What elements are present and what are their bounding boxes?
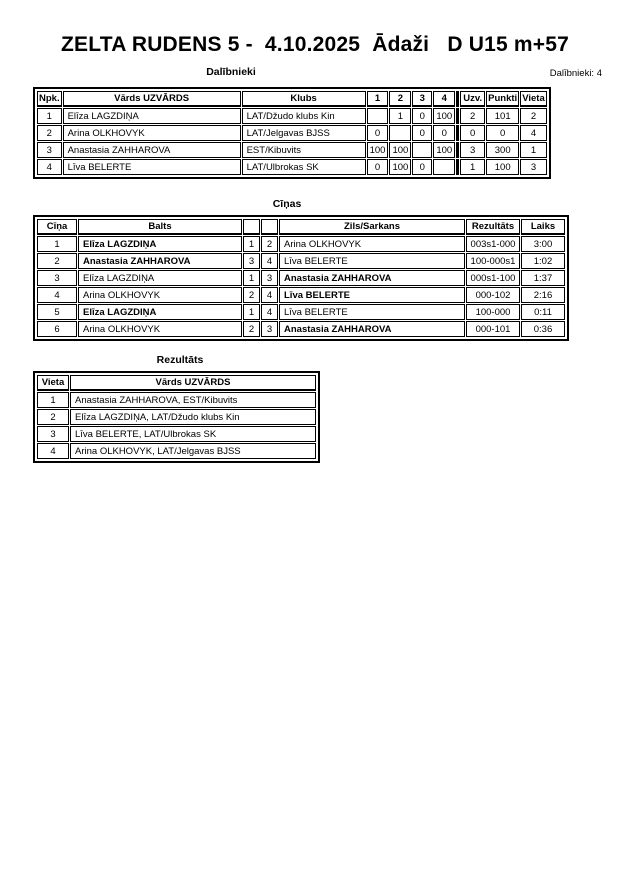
club-cell: LAT/Džudo klubs Kin	[242, 108, 366, 124]
result-cell: 000-102	[466, 287, 520, 303]
table-row	[37, 108, 547, 124]
blue-name-cell: Anastasia ZAHHAROVA	[279, 270, 465, 286]
place-cell: 2	[37, 409, 69, 425]
points-cell: 0	[486, 125, 519, 141]
result-cell: 000s1-100	[466, 270, 520, 286]
fight-row	[37, 253, 565, 269]
white-number-cell: 3	[243, 253, 260, 269]
col-place: Vieta	[520, 91, 547, 107]
white-name-cell: Elīza LAGZDIŅA	[78, 270, 242, 286]
fights-table-grid	[36, 218, 566, 338]
blue-name-cell: Līva BELERTE	[279, 253, 465, 269]
score-cell	[367, 108, 389, 124]
blue-number-cell: 2	[261, 236, 278, 252]
score-cell: 100	[389, 159, 411, 175]
col-opp2: 2	[389, 91, 411, 107]
score-cell: 1	[389, 108, 411, 124]
name-cell: Anastasia ZAHHAROVA	[63, 142, 241, 158]
blue-name-cell: Anastasia ZAHHAROVA	[279, 321, 465, 337]
result-cell: 100-000s1	[466, 253, 520, 269]
name-cell: Anastasia ZAHHAROVA, EST/Kibuvits	[70, 392, 316, 408]
name-cell: Elīza LAGZDIŅA	[63, 108, 241, 124]
white-number-cell: 1	[243, 304, 260, 320]
score-cell: 100	[433, 108, 455, 124]
thick-divider	[456, 108, 459, 124]
score-cell	[412, 142, 432, 158]
place-cell: 3	[520, 159, 547, 175]
score-cell: 100	[433, 142, 455, 158]
fight-number-cell: 4	[37, 287, 77, 303]
time-cell: 1:37	[521, 270, 565, 286]
thick-divider	[456, 125, 459, 141]
white-name-cell: Arina OLKHOVYK	[78, 287, 242, 303]
result-row	[37, 392, 316, 408]
wins-cell: 1	[460, 159, 485, 175]
wins-cell: 0	[460, 125, 485, 141]
fight-row	[37, 304, 565, 320]
col-name: Vārds UZVĀRDS	[63, 91, 241, 107]
fights-header-row	[37, 219, 565, 235]
blue-number-cell: 3	[261, 321, 278, 337]
participants-section-label: Dalībnieki	[206, 66, 256, 78]
result-cell: 100-000	[466, 304, 520, 320]
score-cell: 0	[412, 125, 432, 141]
table-row	[37, 142, 547, 158]
results-section-label: Rezultāts	[156, 354, 204, 366]
white-number-cell: 2	[243, 321, 260, 337]
time-cell: 3:00	[521, 236, 565, 252]
white-name-cell: Elīza LAGZDIŅA	[78, 236, 242, 252]
col-points: Punkti	[486, 91, 519, 107]
time-cell: 2:16	[521, 287, 565, 303]
white-name-cell: Arina OLKHOVYK	[78, 321, 242, 337]
thick-divider	[456, 142, 459, 158]
score-cell	[433, 159, 455, 175]
place-cell: 3	[37, 426, 69, 442]
name-cell: Arina OLKHOVYK	[63, 125, 241, 141]
page-title: ZELTA RUDENS 5 - 4.10.2025 Ādaži D U15 m+57	[61, 33, 569, 56]
fight-number-cell: 1	[37, 236, 77, 252]
col-result: Rezultāts	[466, 219, 520, 235]
col-name: Vārds UZVĀRDS	[70, 375, 316, 391]
blue-number-cell: 3	[261, 270, 278, 286]
col-fight: Cīņa	[37, 219, 77, 235]
col-npk: Npk.	[37, 91, 62, 107]
results-header-row	[37, 375, 316, 391]
place-cell: 2	[520, 108, 547, 124]
score-cell: 0	[367, 159, 389, 175]
club-cell: EST/Kibuvits	[242, 142, 366, 158]
col-time: Laiks	[521, 219, 565, 235]
fight-number-cell: 6	[37, 321, 77, 337]
score-cell: 0	[412, 108, 432, 124]
score-cell	[389, 125, 411, 141]
results-table	[33, 371, 320, 463]
points-cell: 101	[486, 108, 519, 124]
table-row	[37, 159, 547, 175]
npk-cell: 2	[37, 125, 62, 141]
npk-cell: 4	[37, 159, 62, 175]
npk-cell: 3	[37, 142, 62, 158]
wins-cell: 2	[460, 108, 485, 124]
blue-name-cell: Arina OLKHOVYK	[279, 236, 465, 252]
thick-divider	[456, 91, 459, 107]
score-cell: 0	[367, 125, 389, 141]
white-name-cell: Anastasia ZAHHAROVA	[78, 253, 242, 269]
place-cell: 4	[520, 125, 547, 141]
col-white-nr	[243, 219, 260, 235]
wins-cell: 3	[460, 142, 485, 158]
place-cell: 1	[520, 142, 547, 158]
fight-number-cell: 3	[37, 270, 77, 286]
name-cell: Līva BELERTE, LAT/Ulbrokas SK	[70, 426, 316, 442]
result-row	[37, 426, 316, 442]
time-cell: 0:36	[521, 321, 565, 337]
name-cell: Arina OLKHOVYK, LAT/Jelgavas BJSS	[70, 443, 316, 459]
score-cell: 0	[412, 159, 432, 175]
white-name-cell: Elīza LAGZDIŅA	[78, 304, 242, 320]
white-number-cell: 2	[243, 287, 260, 303]
fight-row	[37, 321, 565, 337]
result-row	[37, 443, 316, 459]
npk-cell: 1	[37, 108, 62, 124]
score-cell: 100	[389, 142, 411, 158]
points-cell: 100	[486, 159, 519, 175]
col-white: Balts	[78, 219, 242, 235]
time-cell: 1:02	[521, 253, 565, 269]
fight-row	[37, 270, 565, 286]
col-blue: Zils/Sarkans	[279, 219, 465, 235]
col-wins: Uzv.	[460, 91, 485, 107]
fight-row	[37, 287, 565, 303]
score-cell: 0	[433, 125, 455, 141]
blue-number-cell: 4	[261, 304, 278, 320]
place-cell: 4	[37, 443, 69, 459]
white-number-cell: 1	[243, 236, 260, 252]
col-opp4: 4	[433, 91, 455, 107]
col-club: Klubs	[242, 91, 366, 107]
table-row	[37, 125, 547, 141]
name-cell: Līva BELERTE	[63, 159, 241, 175]
club-cell: LAT/Ulbrokas SK	[242, 159, 366, 175]
thick-divider	[456, 159, 459, 175]
score-cell: 100	[367, 142, 389, 158]
fights-table	[33, 215, 569, 341]
club-cell: LAT/Jelgavas BJSS	[242, 125, 366, 141]
col-blue-nr	[261, 219, 278, 235]
blue-number-cell: 4	[261, 253, 278, 269]
blue-name-cell: Līva BELERTE	[279, 287, 465, 303]
participants-header-row	[37, 91, 547, 107]
result-cell: 000-101	[466, 321, 520, 337]
result-cell: 003s1-000	[466, 236, 520, 252]
fight-number-cell: 5	[37, 304, 77, 320]
points-cell: 300	[486, 142, 519, 158]
results-table-grid	[36, 374, 317, 460]
col-opp1: 1	[367, 91, 389, 107]
time-cell: 0:11	[521, 304, 565, 320]
fight-row	[37, 236, 565, 252]
name-cell: Elīza LAGZDIŅA, LAT/Džudo klubs Kin	[70, 409, 316, 425]
blue-name-cell: Līva BELERTE	[279, 304, 465, 320]
col-opp3: 3	[412, 91, 432, 107]
fights-section-label: Cīņas	[272, 198, 302, 210]
col-place: Vieta	[37, 375, 69, 391]
participants-count-label: Dalībnieki: 4	[549, 68, 602, 79]
blue-number-cell: 4	[261, 287, 278, 303]
place-cell: 1	[37, 392, 69, 408]
participants-table	[33, 87, 551, 179]
participants-table-grid	[36, 90, 548, 176]
fight-number-cell: 2	[37, 253, 77, 269]
result-row	[37, 409, 316, 425]
white-number-cell: 1	[243, 270, 260, 286]
